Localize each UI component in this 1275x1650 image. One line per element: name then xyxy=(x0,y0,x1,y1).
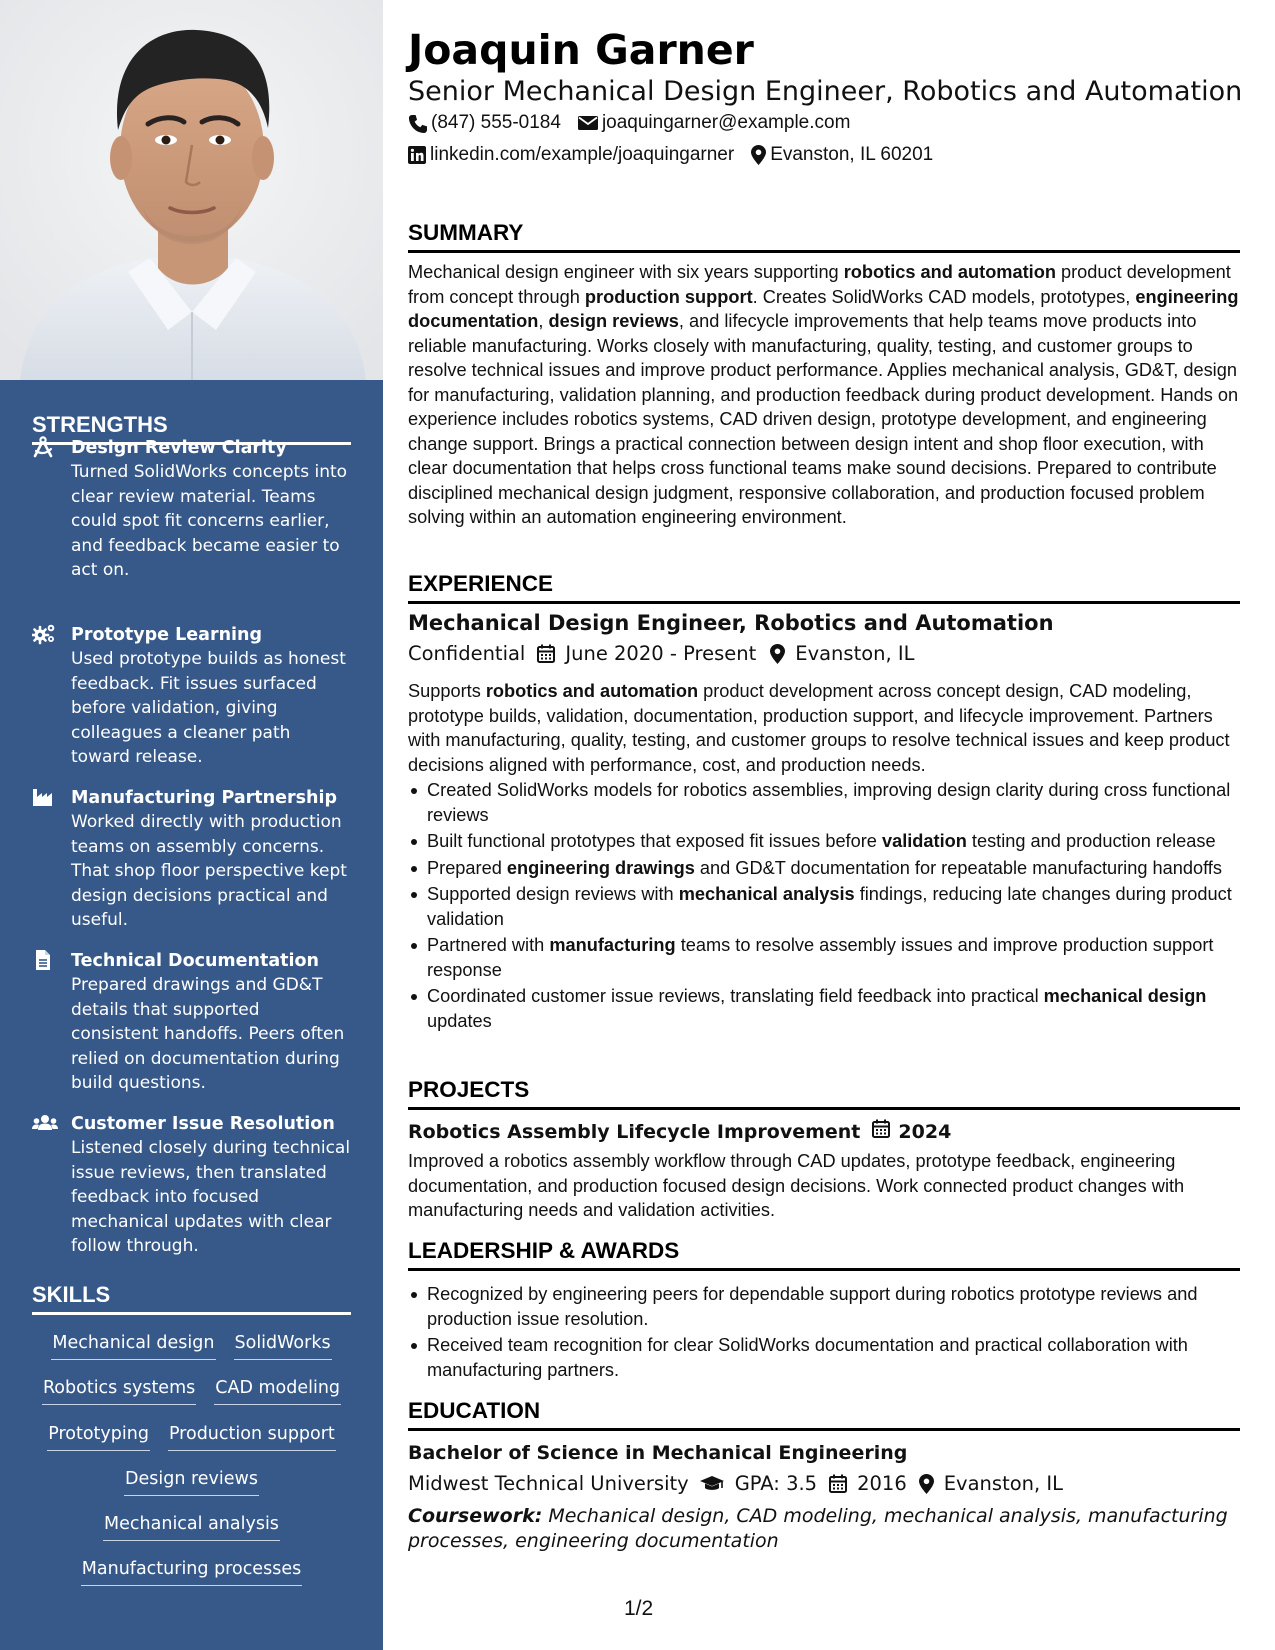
page-number: 1/2 xyxy=(624,1597,654,1620)
calendar-icon xyxy=(872,1119,890,1145)
contact-row xyxy=(408,144,933,166)
strength-text: Prepared drawings and GD&T details that supported consistent handoffs. Peers often relied on documentation during build questions. xyxy=(71,975,345,1093)
map-pin-icon xyxy=(770,644,785,664)
job-bullet-list xyxy=(408,778,1240,1035)
strength-item xyxy=(32,949,352,1096)
projects-heading: PROJECTS xyxy=(408,1075,1240,1110)
skill-tag: Mechanical design xyxy=(51,1331,215,1360)
map-pin-icon xyxy=(919,1474,934,1494)
location-contact xyxy=(751,144,933,166)
list-item: Prepared engineering drawings and GD&T documentation for repeatable manufacturing handoffs xyxy=(408,856,1240,881)
strength-text: Worked directly with production teams on assembly concerns. That shop floor perspective kept design decisions practical and useful. xyxy=(71,812,347,930)
list-item: Recognized by engineering peers for dependable support during robotics prototype reviews and production issue resolution. xyxy=(408,1282,1240,1331)
drafting-compass-icon xyxy=(32,436,56,458)
candidate-name: Joaquin Garner xyxy=(408,26,754,74)
list-item: Created SolidWorks models for robotics assemblies, improving design clarity during cross functional reviews xyxy=(408,778,1240,827)
skill-tag: SolidWorks xyxy=(234,1331,332,1360)
graduation-year: 2016 xyxy=(857,1472,907,1495)
strength-text: Listened closely during technical issue reviews, then translated feedback into focused mechanical updates with clear follow through. xyxy=(71,1138,351,1256)
skill-tag: Robotics systems xyxy=(42,1376,196,1405)
strength-title: Prototype Learning xyxy=(71,625,263,645)
company-name: Confidential xyxy=(408,642,526,665)
skills-row xyxy=(32,1467,351,1496)
skill-tag: Mechanical analysis xyxy=(103,1512,280,1541)
skill-tag: Design reviews xyxy=(124,1467,259,1496)
strength-title: Customer Issue Resolution xyxy=(71,1114,335,1134)
education-location: Evanston, IL xyxy=(943,1472,1064,1495)
linkedin-icon xyxy=(408,146,426,164)
project-year: 2024 xyxy=(898,1121,952,1143)
skill-tag: Manufacturing processes xyxy=(81,1557,302,1586)
phone-icon xyxy=(408,114,427,133)
gpa-text: GPA: 3.5 xyxy=(734,1472,818,1495)
skills-row xyxy=(32,1376,351,1405)
strengths-heading: STRENGTHS xyxy=(32,412,351,445)
skill-tag: CAD modeling xyxy=(214,1376,341,1405)
sidebar xyxy=(0,0,383,1650)
phone-text: (847) 555-0184 xyxy=(431,112,561,133)
skills-row xyxy=(32,1557,351,1586)
education-meta xyxy=(408,1472,1063,1495)
strength-item xyxy=(32,436,352,583)
strength-text: Turned SolidWorks concepts into clear review material. Teams could spot fit concerns earlier, and feedback became easier to act on. xyxy=(71,462,348,580)
email-text: joaquingarner@example.com xyxy=(601,112,851,133)
strength-item xyxy=(32,786,352,933)
skills-row xyxy=(32,1512,351,1541)
map-pin-icon xyxy=(751,145,766,165)
skill-tag: Production support xyxy=(168,1422,336,1451)
strength-title: Manufacturing Partnership xyxy=(71,788,337,808)
leadership-heading: LEADERSHIP & AWARDS xyxy=(408,1236,1240,1271)
job-title: Mechanical Design Engineer, Robotics and Automation xyxy=(408,611,1054,635)
strength-title: Technical Documentation xyxy=(71,951,320,971)
industry-icon xyxy=(32,786,56,808)
users-icon xyxy=(32,1112,56,1134)
skills-row xyxy=(32,1331,351,1360)
strength-title: Design Review Clarity xyxy=(71,438,287,458)
job-location: Evanston, IL xyxy=(795,642,915,665)
coursework-text: Mechanical design, CAD modeling, mechanical analysis, manufacturing processes, engineering documentation xyxy=(408,1505,1228,1552)
contact-row xyxy=(408,112,850,134)
email-contact[interactable] xyxy=(578,112,850,134)
coursework xyxy=(408,1504,1240,1553)
calendar-icon xyxy=(537,644,555,663)
job-meta xyxy=(408,642,915,665)
profile-photo xyxy=(0,0,383,380)
skills-row xyxy=(32,1422,351,1451)
linkedin-text: linkedin.com/example/joaquingarner xyxy=(430,144,735,165)
graduation-cap-icon xyxy=(699,1475,725,1493)
document-icon xyxy=(32,949,56,971)
project-description: Improved a robotics assembly workflow through CAD updates, prototype feedback, engineering documentation, and production focused design decisions. Work connected product changes with manufacturing needs and validation activities. xyxy=(408,1151,1185,1220)
skills-heading: SKILLS xyxy=(32,1282,351,1315)
project-name: Robotics Assembly Lifecycle Improvement xyxy=(408,1121,861,1143)
list-item: Built functional prototypes that exposed fit issues before validation testing and production release xyxy=(408,829,1240,854)
phone-contact[interactable] xyxy=(408,112,561,134)
gears-icon xyxy=(32,623,56,645)
coursework-label: Coursework: xyxy=(408,1505,543,1527)
list-item: Coordinated customer issue reviews, translating field feedback into practical mechanical design updates xyxy=(408,984,1240,1033)
linkedin-contact[interactable] xyxy=(408,144,734,166)
project-header xyxy=(408,1119,951,1145)
education-heading: EDUCATION xyxy=(408,1396,1240,1431)
strength-text: Used prototype builds as honest feedback. Fit issues surfaced before validation, giving colleagues a cleaner path toward release. xyxy=(71,649,346,767)
location-text: Evanston, IL 60201 xyxy=(770,144,934,165)
calendar-icon xyxy=(829,1474,847,1493)
candidate-headline: Senior Mechanical Design Engineer, Robotics and Automation xyxy=(408,76,1243,107)
job-description: Supports robotics and automation product development across concept design, CAD modeling, prototype builds, validation, documentation, production support, and lifecycle improvement. Partners with manufacturing, quality, testing, and customer groups to resolve technical issues and keep product decisions aligned with performance, cost, and production needs. xyxy=(408,681,1230,775)
summary-text: Mechanical design engineer with six years supporting robotics and automation product development from concept through production support. Creates SolidWorks CAD models, prototypes, engineering documentation, design reviews, and lifecycle improvements that help teams move products into reliable manufacturing. Works closely with manufacturing, quality, testing, and customer groups to resolve technical issues and improve product performance. Applies mechanical analysis, GD&T, design for manufacturing, validation planning, and production feedback during product development. Hands on experience includes robotics systems, CAD driven design, prototype development, and engineering change support. Brings a practical connection between design intent and shop floor execution, with clear documentation that helps cross functional teams make sound decisions. Prepared to contribute disciplined mechanical design judgment, responsive collaboration, and production focused problem solving within an automation engineering environment. xyxy=(408,262,1239,527)
leadership-bullet-list xyxy=(408,1282,1240,1384)
list-item: Received team recognition for clear SolidWorks documentation and practical collaboration with manufacturing partners. xyxy=(408,1333,1240,1382)
experience-heading: EXPERIENCE xyxy=(408,569,1240,604)
list-item: Supported design reviews with mechanical analysis findings, reducing late changes during product validation xyxy=(408,882,1240,931)
list-item: Partnered with manufacturing teams to resolve assembly issues and improve production support response xyxy=(408,933,1240,982)
skill-tag: Prototyping xyxy=(47,1422,150,1451)
strength-item xyxy=(32,1112,352,1259)
email-icon xyxy=(578,115,598,131)
degree-name: Bachelor of Science in Mechanical Engineering xyxy=(408,1442,908,1464)
summary-heading: SUMMARY xyxy=(408,218,1240,253)
job-dates: June 2020 - Present xyxy=(565,642,757,665)
strength-item xyxy=(32,623,352,770)
school-name: Midwest Technical University xyxy=(408,1472,689,1495)
